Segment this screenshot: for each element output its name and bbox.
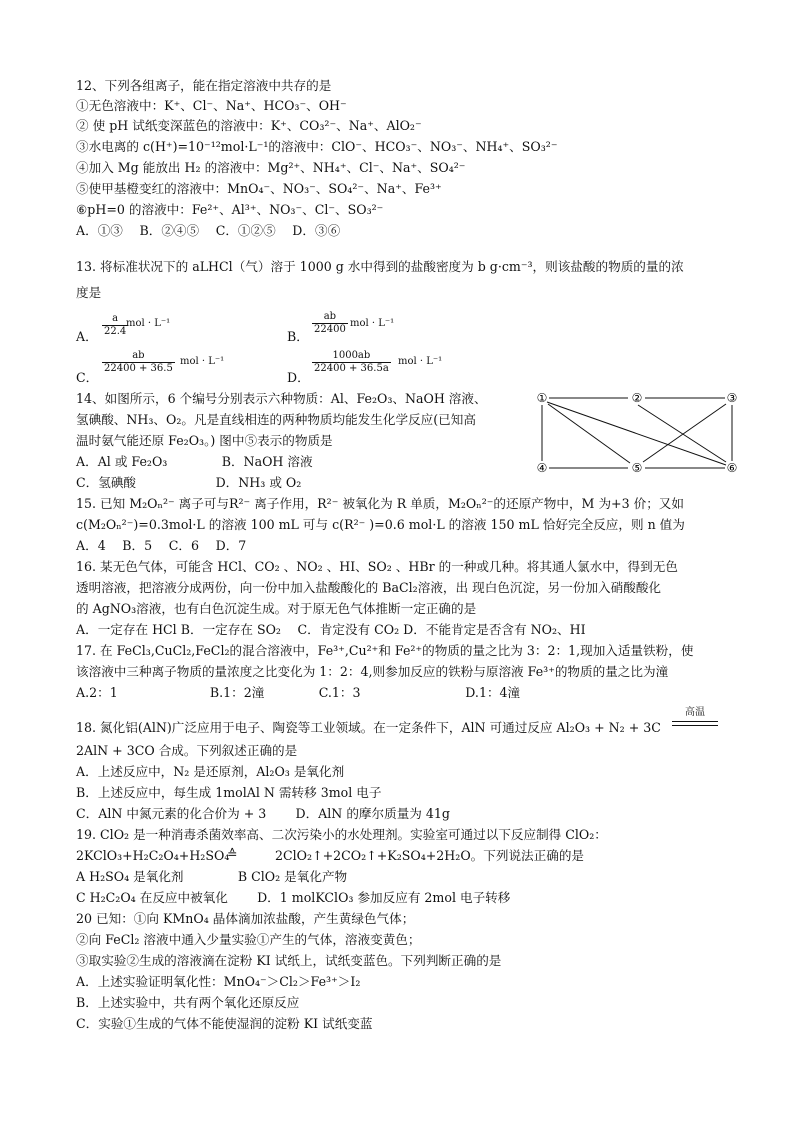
q12-item-3: ③水电离的 c(H⁺)=10⁻¹²mol·L⁻¹的溶液中：ClO⁻、HCO₃⁻、NO₃⁻、NH₄⁺、SO₃²⁻	[76, 139, 558, 154]
q20-option-c: C．实验①生成的气体不能使湿润的淀粉 KI 试纸变蓝	[76, 1016, 373, 1031]
q17-line-1: 17. 在 FeCl₃,CuCl₂,FeCl₂的混合溶液中，Fe³⁺,Cu²⁺和 Fe²⁺的物质的量之比为 3：2：1,现加入适量铁粉，使	[76, 643, 694, 658]
q13-option-c-fraction	[102, 350, 175, 375]
q13-option-a-numerator: a	[102, 313, 128, 326]
q13-option-b-numerator: ab	[312, 311, 348, 324]
q12-item-4: ④加入 Mg 能放出 H₂ 的溶液中：Mg²⁺、NH₄⁺、Cl⁻、Na⁺、SO₄²⁻	[76, 160, 466, 175]
q14-option-ab: A．Al 或 Fe₂O₃ B．NaOH 溶液	[76, 454, 313, 469]
q20-option-b: B．上述实验中，共有两个氧化还原反应	[76, 995, 300, 1010]
q13-option-a-unit: mol · L⁻¹	[126, 318, 171, 329]
q20-line-2: ②向 FeCl₂ 溶液中通入少量实验①产生的气体，溶液变黄色；	[76, 932, 421, 947]
q18-option-b: B．上述反应中，每生成 1molAl N 需转移 3mol 电子	[76, 785, 382, 800]
q14-line-3: 温时氨气能还原 Fe₂O₃。) 图中⑤表示的物质是	[76, 433, 333, 448]
q13-option-d-unit: mol · L⁻¹	[398, 356, 443, 367]
node-3: ③	[726, 391, 738, 405]
q13-option-b-unit: mol · L⁻¹	[350, 318, 395, 329]
q16-line-3: 的 AgNO₃溶液，也有白色沉淀生成。对于原无色气体推断一定正确的是	[76, 601, 477, 616]
q13-option-c-unit: mol · L⁻¹	[180, 356, 225, 367]
q16-options: A．一定存在 HCl B．一定存在 SO₂ C．肯定没有 CO₂ D．不能肯定是否含有 NO₂、HI	[76, 622, 586, 637]
q15-line-2: c(M₂Oₙ²⁻)=0.3mol·L 的溶液 100 mL 可与 c(R²⁻ )=0.6 mol·L 的溶液 150 mL 恰好完全反应，则 n 值为	[76, 517, 685, 532]
q15-line-1: 15. 已知 M₂Oₙ²⁻ 离子可与R²⁻ 离子作用，R²⁻ 被氧化为 R 单质，M₂Oₙ²⁻的还原产物中，M 为+3 价；又如	[76, 496, 684, 511]
q13-option-a-fraction	[102, 313, 128, 338]
q18-option-cd: C．AlN 中氮元素的化合价为 + 3 D．AlN 的摩尔质量为 41g	[76, 806, 450, 821]
q19-equation-right: 2ClO₂↑+2CO₂↑+K₂SO₄+2H₂O。下列说法正确的是	[275, 848, 585, 863]
q12-options: A．①③ B．②④⑤ C．①②⑤ D．③⑥	[76, 223, 341, 238]
node-1: ①	[536, 391, 548, 405]
q13-option-b-label: B．	[287, 329, 309, 344]
q13-option-b-fraction	[312, 311, 348, 336]
node-6: ⑥	[726, 461, 738, 475]
q20-option-a: A．上述实验证明氧化性：MnO₄⁻＞Cl₂＞Fe³⁺＞I₂	[76, 974, 361, 989]
node-4: ④	[536, 461, 548, 475]
q13-option-b-denominator: 22400	[314, 324, 346, 335]
q13-option-a-label: A．	[76, 329, 98, 344]
q16-line-2: 透明溶液，把溶液分成两份，向一份中加入盐酸酸化的 BaCl₂溶液，出 现白色沉淀，另一份加入硝酸酸化	[76, 580, 662, 595]
q18-option-a: A．上述反应中，N₂ 是还原剂，Al₂O₃ 是氧化剂	[76, 764, 345, 779]
q13-stem-line1: 13. 将标准状况下的 aLHCl（气）溶于 1000 g 水中得到的盐酸密度为 b g·cm⁻³，则该盐酸的物质的量的浓	[76, 259, 684, 274]
q17-line-2: 该溶液中三种离子物质的量浓度之比变化为 1：2：4,则参加反应的铁粉与原溶液 Fe³⁺的物质的量之比为潼	[76, 664, 669, 679]
q18-line-2: 2AlN + 3CO 合成。下列叙述正确的是	[76, 743, 298, 758]
q15-options: A．4 B．5 C．6 D．7	[76, 538, 247, 553]
q18-condition: 高温	[685, 707, 705, 718]
q13-stem-line2: 度是	[76, 285, 102, 300]
q14-line-2: 氢碘酸、NH₃、O₂。凡是直线相连的两种物质均能发生化学反应(已知高	[76, 412, 476, 427]
q12-stem: 12、下列各组离子，能在指定溶液中共存的是	[76, 78, 332, 93]
line-3-5	[643, 404, 726, 462]
q19-option-ab: A H₂SO₄ 是氧化剂 B ClO₂ 是氧化产物	[76, 869, 348, 884]
q18-line-1: 18. 氮化铝(AlN)广泛应用于电子、陶瓷等工业领域。在一定条件下，AlN 可通过反应 Al₂O₃ + N₂ + 3C	[76, 720, 661, 735]
q13-option-d-numerator: 1000ab	[312, 350, 391, 363]
q14-option-cd: C．氢碘酸 D．NH₃ 或 O₂	[76, 475, 302, 490]
q19-equation-symbol: ≙	[227, 846, 238, 861]
q12-item-1: ①无色溶液中：K⁺、Cl⁻、Na⁺、HCO₃⁻、OH⁻	[76, 98, 347, 113]
q12-item-2: ② 使 pH 试纸变深蓝色的溶液中：K⁺、CO₃²⁻、Na⁺、AlO₂⁻	[76, 118, 422, 133]
node-2: ②	[631, 391, 643, 405]
q13-option-d-label: D．	[287, 370, 310, 385]
q12-item-5: ⑤使甲基橙变红的溶液中：MnO₄⁻、NO₃⁻、SO₄²⁻、Na⁺、Fe³⁺	[76, 181, 442, 196]
q13-option-c-denominator: 22400 + 36.5	[104, 363, 173, 374]
q16-line-1: 16. 某无色气体，可能含 HCl、CO₂ 、NO₂ 、HI、SO₂ 、HBr 的一种或几种。将其通人氯水中，得到无色	[76, 559, 678, 574]
q14-line-1: 14、如图所示，6 个编号分别表示六种物质：Al、Fe₂O₃、NaOH 溶液、	[76, 391, 487, 406]
q19-line-1: 19. ClO₂ 是一种消毒杀菌效率高、二次污染小的水处理剂。实验室可通过以下反应制得 ClO₂：	[76, 827, 607, 842]
q13-option-c-numerator: ab	[102, 350, 175, 363]
q14-reaction-diagram	[530, 388, 745, 480]
q17-options: A.2：1 B.1：2潼 C.1：3 D.1：4潼	[76, 685, 521, 700]
q20-line-1: 20 已知：①向 KMnO₄ 晶体滴加浓盐酸，产生黄绿色气体；	[76, 911, 415, 926]
q20-line-3: ③取实验②生成的溶液滴在淀粉 KI 试纸上，试纸变蓝色。下列判断正确的是	[76, 953, 502, 968]
q18-equals-sign	[672, 721, 718, 726]
q13-option-d-denominator: 22400 + 36.5a	[314, 363, 389, 374]
q13-option-a-denominator: 22.4	[104, 326, 127, 337]
q13-option-d-fraction	[312, 350, 391, 375]
line-1-6	[547, 402, 726, 465]
q12-item-6: ⑥pH=0 的溶液中：Fe²⁺、Al³⁺、NO₃⁻、Cl⁻、SO₃²⁻	[76, 202, 384, 217]
node-5: ⑤	[631, 461, 643, 475]
line-1-5	[548, 404, 630, 463]
q19-equation-left: 2KClO₃+H₂C₂O₄+H₂SO₄	[76, 848, 230, 863]
q19-option-cd: C H₂C₂O₄ 在反应中被氧化 D．1 molKClO₃ 参加反应有 2mol 电子转移	[76, 890, 511, 905]
q13-option-c-label: C．	[76, 370, 99, 385]
